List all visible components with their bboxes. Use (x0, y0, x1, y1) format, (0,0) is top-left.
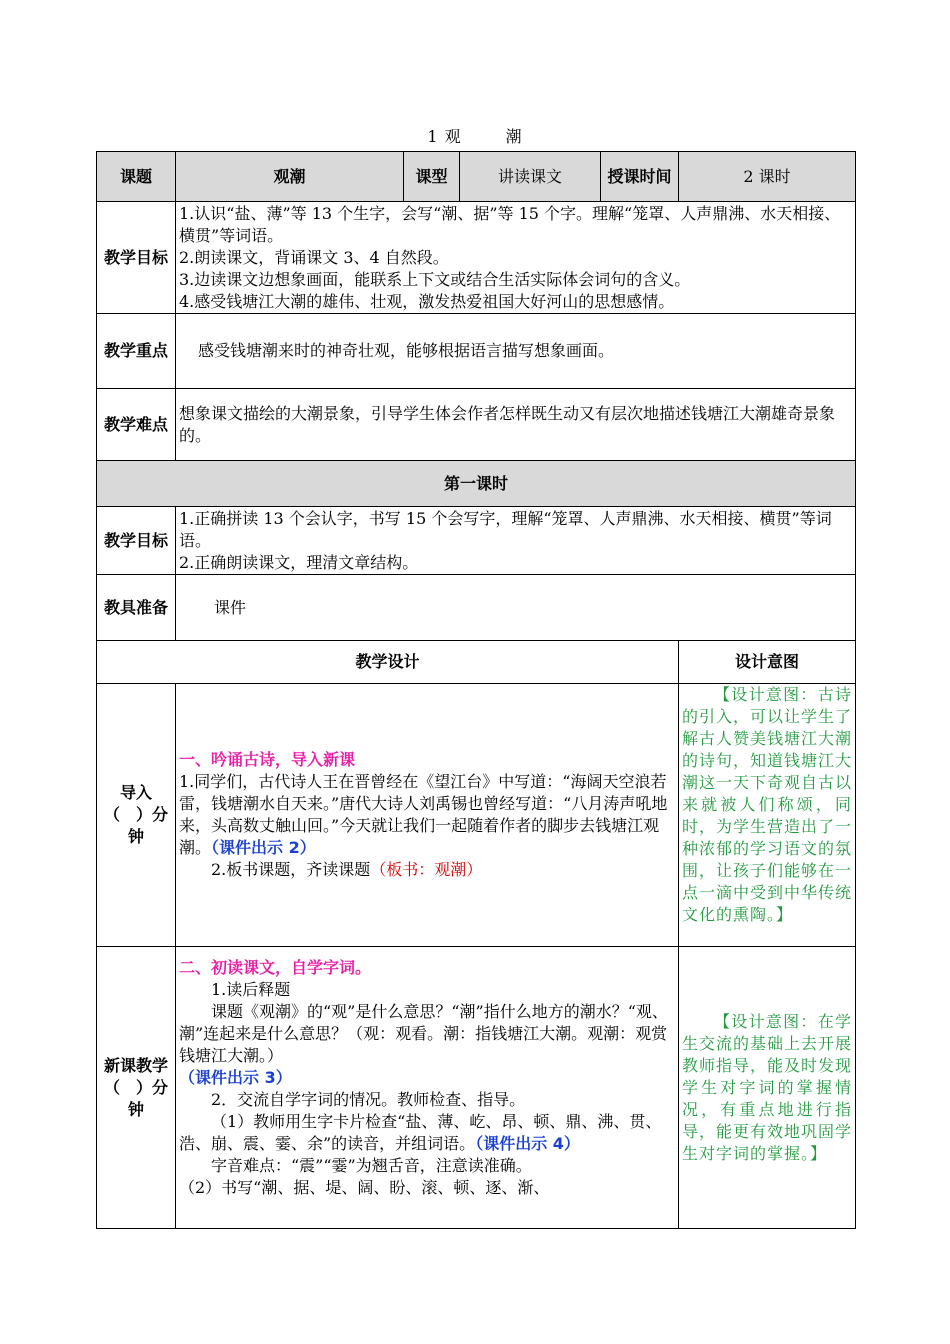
section-intro-heading: 一、吟诵古诗，导入新课 (179, 750, 356, 769)
design-section-intro (97, 684, 856, 947)
section-new-paragraph: （2）书写“潮、据、堤、阔、盼、滚、顿、逐、渐、 (179, 1178, 550, 1197)
section-new-paragraph: 课题《观潮》的“观”是什么意思？“潮”指什么地方的潮水？“观、潮”连起来是什么意思？（观：观看。潮：指钱塘江大潮。观潮：观赏钱塘江大潮。） (179, 1002, 668, 1065)
goal-item: 4.感受钱塘江大潮的雄伟、壮观，激发热爱祖国大好河山的思想感情。 (179, 291, 675, 311)
type-value: 讲读课文 (460, 152, 601, 202)
first-lesson-goals-label: 教学目标 (97, 507, 176, 575)
courseware-note: （课件出示 3） (179, 1068, 292, 1087)
first-lesson-heading: 第一课时 (97, 461, 856, 507)
lesson-title-char-2: 潮 (505, 127, 523, 146)
key-points-text: 感受钱塘潮来时的神奇壮观，能够根据语言描写想象画面。 (176, 314, 856, 389)
tools-text: 课件 (176, 575, 856, 641)
header-row (97, 152, 856, 202)
first-lesson-heading-row (97, 461, 856, 507)
difficulties-row (97, 389, 856, 461)
lesson-plan-sheet (96, 151, 855, 1229)
type-label: 课型 (404, 152, 460, 202)
goals-list (176, 202, 856, 314)
difficulties-text: 想象课文描绘的大潮景象，引导学生体会作者怎样既生动又有层次地描述钱塘江大潮雄奇景象的。 (176, 389, 856, 461)
section-intro-step: 2.板书课题，齐读课题（板书：观潮） (211, 860, 483, 879)
lesson-number: 1 (427, 127, 439, 146)
section-new-step: 2．交流自学字词的情况。教师检查、指导。 (211, 1090, 526, 1109)
section-new-content (176, 947, 679, 1229)
goal-item: 2.朗读课文，背诵课文 3、4 自然段。 (179, 247, 449, 267)
board-note: （板书：观潮） (370, 860, 483, 879)
lesson-plan-table (96, 151, 856, 1229)
key-points-label: 教学重点 (97, 314, 176, 389)
courseware-note: （课件出示 2） (211, 838, 316, 857)
time-label: 授课时间 (601, 152, 679, 202)
design-section-new (97, 947, 856, 1229)
section-new-paragraph: （1）教师用生字卡片检查“盐、薄、屹、昂、顿、鼎、沸、贯、浩、崩、震、霎、余”的读音，并组词语。（课件出示 4） (179, 1112, 662, 1153)
first-lesson-goal-item: 2.正确朗读课文，理清文章结构。 (179, 552, 419, 572)
tools-row (97, 575, 856, 641)
section-new-label: 新课教学（ ）分钟 (97, 947, 176, 1229)
courseware-note: （课件出示 4） (475, 1134, 580, 1153)
goals-row (97, 202, 856, 314)
intent-column-header: 设计意图 (679, 641, 856, 684)
goal-item: 3.边读课文边想象画面，能联系上下文或结合生活实际体会词句的含义。 (179, 269, 691, 289)
goals-label: 教学目标 (97, 202, 176, 314)
lesson-title-char-1: 观 (444, 127, 462, 146)
section-intro-intent: 【设计意图：古诗的引入，可以让学生了解古人赞美钱塘江大潮的诗句，知道钱塘江大潮这一天下奇观自古以来就被人们称颂，同时，为学生营造出了一种浓郁的学习语文的氛围，让孩子们能够在一点一滴中受到中华传统文化的熏陶。】 (679, 684, 856, 947)
time-value: 2 课时 (679, 152, 856, 202)
section-new-intent: 【设计意图：在学生交流的基础上去开展教师指导，能及时发现学生对字词的掌握情况，有重点地进行指导，能更有效地巩固学生对字词的掌握。】 (679, 947, 856, 1229)
tools-label: 教具准备 (97, 575, 176, 641)
key-points-row (97, 314, 856, 389)
topic-label: 课题 (97, 152, 176, 202)
section-new-step: 1.读后释题 (211, 980, 291, 999)
section-intro-content (176, 684, 679, 947)
first-lesson-goals-row (97, 507, 856, 575)
design-column-header: 教学设计 (97, 641, 679, 684)
section-new-paragraph: 字音难点：“震”“霎”为翘舌音，注意读准确。 (211, 1156, 532, 1175)
goal-item: 1.认识“盐、薄”等 13 个生字，会写“潮、据”等 15 个字。理解“笼罩、人声鼎沸、水天相接、横贯”等词语。 (179, 203, 841, 245)
section-intro-paragraph: 1.同学们，古代诗人王在晋曾经在《望江台》中写道：“海阔天空浪若雷，钱塘潮水自天来。”唐代大诗人刘禹锡也曾经写道：“八月涛声吼地来，头高数丈触山回。”今天就让我们一起随着作者的脚步去钱塘江观潮。（课件出示 2） (179, 772, 668, 857)
design-header-row (97, 641, 856, 684)
first-lesson-goal-item: 1.正确拼读 13 个会认字，书写 15 个会写字，理解“笼罩、人声鼎沸、水天相接、横贯”等词语。 (179, 508, 832, 550)
lesson-title (0, 124, 950, 147)
difficulties-label: 教学难点 (97, 389, 176, 461)
section-intro-label: 导入（ ）分钟 (97, 684, 176, 947)
first-lesson-goals (176, 507, 856, 575)
topic-value: 观潮 (176, 152, 404, 202)
section-new-heading: 二、初读课文，自学字词。 (179, 958, 372, 977)
